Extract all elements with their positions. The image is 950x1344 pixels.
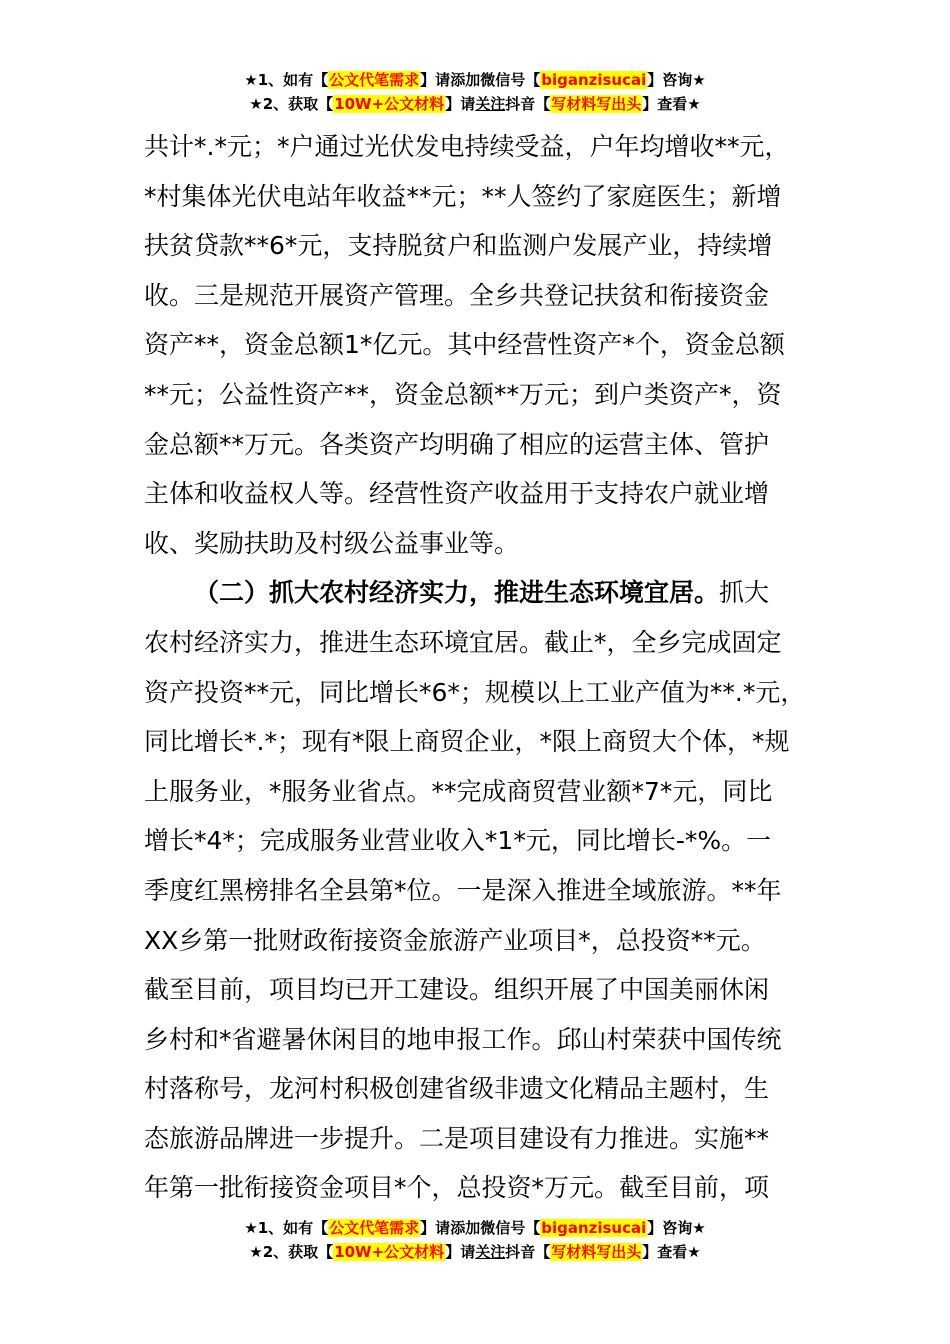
banner-text: 】咨询★ [647, 1219, 706, 1237]
section-heading-line [144, 568, 812, 618]
banner-text: ★2、获取【 [249, 1243, 334, 1261]
body-line: 资产投资**元，同比增长*6*；规模以上工业产值为**.*元， [144, 677, 806, 707]
banner-line-2 [0, 1240, 950, 1264]
banner-highlight: 写材料写出头 [551, 1243, 642, 1261]
banner-line-1 [0, 68, 950, 92]
body-line: 农村经济实力，推进生态环境宜居。截止*，全乡完成固定 [144, 627, 782, 657]
banner-text: ★1、如有【 [244, 1219, 329, 1237]
section-heading: （二）抓大农村经济实力，推进生态环境宜居。 [194, 578, 720, 608]
body-line: **元；公益性资产**，资金总额**万元；到户类资产*，资 [144, 379, 782, 409]
heading-continuation: 抓大 [719, 578, 770, 608]
body-line: 态旅游品牌进一步提升。二是项目建设有力推进。实施** [144, 1123, 770, 1153]
banner-highlight: biganzisucai [541, 1219, 647, 1237]
banner-highlight: biganzisucai [541, 71, 647, 89]
body-line: 扶贫贷款**6*元，支持脱贫户和监测户发展产业，持续增 [144, 231, 773, 261]
body-line: 同比增长*.*；现有*限上商贸企业，*限上商贸大个体，*规 [144, 727, 790, 757]
banner-text: 微信号【 [480, 71, 541, 89]
banner-text: 】查看★ [642, 1243, 701, 1261]
body-line: 年第一批衔接资金项目*个，总投资*万元。截至目前，项 [144, 1173, 770, 1203]
body-line: 金总额**万元。各类资产均明确了相应的运营主体、管护 [144, 429, 770, 459]
body-line: 收。三是规范开展资产管理。全乡共登记扶贫和衔接资金 [144, 280, 770, 310]
body-line: 增长*4*；完成服务业营业收入*1*元，同比增长-*%。一 [144, 826, 772, 856]
body-line: 季度红黑榜排名全县第*位。一是深入推进全域旅游。**年 [144, 875, 782, 905]
body-line: 村落称号，龙河村积极创建省级非遗文化精品主题村，生 [144, 1074, 770, 1104]
banner-highlight: 10W+公文材料 [334, 1243, 445, 1261]
banner-emphasis: 关注 [475, 1243, 506, 1261]
banner-text: 】咨询★ [647, 71, 706, 89]
body-line: 收、奖励扶助及村级公益事业等。 [144, 528, 520, 558]
banner-highlight: 公文代笔需求 [329, 71, 420, 89]
banner-emphasis: 添加 [450, 71, 481, 89]
banner-text: 抖音【 [505, 95, 551, 113]
body-line: 截至目前，项目均已开工建设。组织开展了中国美丽休闲 [144, 975, 770, 1005]
banner-emphasis: 添加 [450, 1219, 481, 1237]
banner-text: ★1、如有【 [244, 71, 329, 89]
banner-text: 】请 [445, 1243, 476, 1261]
banner-text: 微信号【 [480, 1219, 541, 1237]
banner-text: 】请 [420, 71, 451, 89]
banner-text: 】请 [420, 1219, 451, 1237]
banner-line-2 [0, 92, 950, 116]
banner-line-1 [0, 1216, 950, 1240]
body-line: 共计*.*元；*户通过光伏发电持续受益，户年均增收**元， [144, 132, 790, 161]
document-body [144, 122, 812, 1213]
body-line: 上服务业，*服务业省点。**完成商贸营业额*7*元，同比 [144, 776, 773, 806]
banner-highlight: 公文代笔需求 [329, 1219, 420, 1237]
body-line: 资产**，资金总额1*亿元。其中经营性资产*个，资金总额 [144, 330, 785, 360]
banner-text: 抖音【 [505, 1243, 551, 1261]
banner-text: ★2、获取【 [249, 95, 334, 113]
banner-text: 】请 [445, 95, 476, 113]
body-line: XX乡第一批财政衔接资金旅游产业项目*，总投资**元。 [144, 925, 766, 955]
body-line: *村集体光伏电站年收益**元；**人签约了家庭医生；新增 [144, 181, 782, 211]
footer-banner [0, 1216, 950, 1264]
body-line: 乡村和*省避暑休闲目的地申报工作。邱山村荣获中国传统 [144, 1024, 782, 1054]
banner-highlight: 10W+公文材料 [334, 95, 445, 113]
header-banner [0, 68, 950, 116]
banner-highlight: 写材料写出头 [551, 95, 642, 113]
body-line: 主体和收益权人等。经营性资产收益用于支持农户就业增 [144, 479, 770, 509]
banner-emphasis: 关注 [475, 95, 506, 113]
banner-text: 】查看★ [642, 95, 701, 113]
